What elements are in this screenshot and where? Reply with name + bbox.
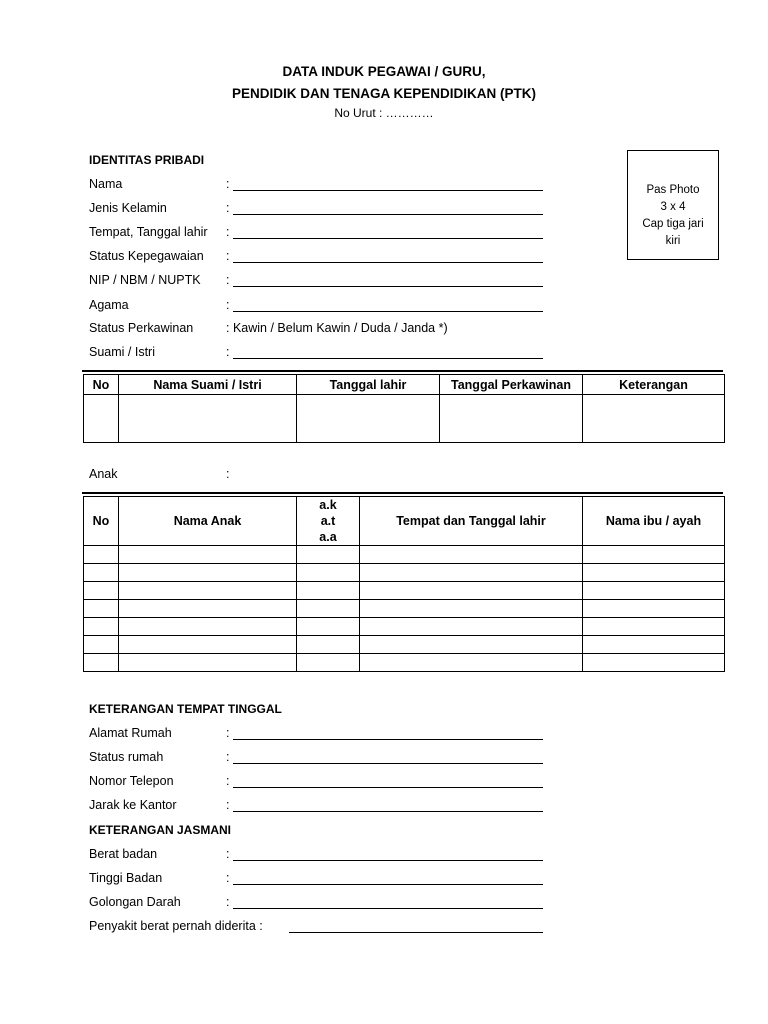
anak-colon: : [226,467,230,481]
field-colon: : [226,750,230,764]
table-cell[interactable] [84,600,119,618]
field-label-nama: Nama [89,177,123,191]
field-colon: : [226,798,230,812]
field-input-status-kepegawaian[interactable] [233,262,543,263]
col-tanggal-perkawinan: Tanggal Perkawinan [440,375,583,395]
field-colon: : [226,871,230,885]
table-cell[interactable] [583,564,725,582]
spouse-table [83,374,725,443]
field-label-tinggi-badan: Tinggi Badan [89,871,163,885]
field-label-nomor-telepon: Nomor Telepon [89,774,174,788]
field-input-tinggi-badan[interactable] [233,884,543,885]
table-cell[interactable] [84,546,119,564]
table-header-row [84,375,725,395]
field-label-jarak-ke-kantor: Jarak ke Kantor [89,798,177,812]
table-cell[interactable] [360,618,583,636]
table-cell[interactable] [360,582,583,600]
photo-line-1: Pas Photo [646,184,700,196]
col-keterangan: Keterangan [583,375,725,395]
photo-line-3: Cap tiga jari [642,218,704,230]
table-row[interactable] [84,654,725,672]
table-cell[interactable] [360,636,583,654]
field-input-nomor-telepon[interactable] [233,787,543,788]
table-cell[interactable] [297,636,360,654]
field-colon: : [226,177,230,191]
table-cell[interactable] [297,600,360,618]
table-cell[interactable] [84,395,119,443]
field-input-agama[interactable] [233,311,543,312]
field-colon: : [226,774,230,788]
table-cell[interactable] [84,582,119,600]
table-cell[interactable] [360,600,583,618]
col-tempat-tanggal-lahir: Tempat dan Tanggal lahir [360,497,583,546]
table-row[interactable] [84,636,725,654]
children-table [83,496,725,672]
col-no: No [84,497,119,546]
col-status-anak [297,497,360,546]
table-cell[interactable] [297,564,360,582]
table-cell[interactable] [119,618,297,636]
photo-line-2: 3 x 4 [660,201,686,213]
table-cell[interactable] [119,654,297,672]
table-cell[interactable] [84,636,119,654]
table-cell[interactable] [583,636,725,654]
field-colon: : [226,345,230,359]
table-cell[interactable] [583,618,725,636]
page-subtitle: PENDIDIK DAN TENAGA KEPENDIDIKAN (PTK) [231,86,536,101]
divider [82,492,723,494]
col-tanggal-lahir: Tanggal lahir [297,375,440,395]
field-label-status-perkawinan: Status Perkawinan [89,321,194,335]
field-input-jarak-ke-kantor[interactable] [233,811,543,812]
col-ak: a.k [319,498,337,512]
table-row[interactable] [84,564,725,582]
table-row[interactable] [84,546,725,564]
table-cell[interactable] [84,618,119,636]
status-perkawinan-options[interactable]: : Kawin / Belum Kawin / Duda / Janda *) [226,321,448,335]
table-row[interactable] [84,600,725,618]
field-input-jenis-kelamin[interactable] [233,214,543,215]
field-input-nama[interactable] [233,190,543,191]
field-colon: : [226,273,230,287]
col-nama-anak: Nama Anak [119,497,297,546]
field-input-golongan-darah[interactable] [233,908,543,909]
field-label-penyakit: Penyakit berat pernah diderita : [89,919,263,933]
field-colon: : [226,726,230,740]
divider [82,370,723,372]
field-label-status-rumah: Status rumah [89,750,164,764]
field-input-alamat-rumah[interactable] [233,739,543,740]
table-cell[interactable] [297,395,440,443]
table-cell[interactable] [119,582,297,600]
field-input-ttl[interactable] [233,238,543,239]
table-row[interactable] [84,395,725,443]
col-aa: a.a [319,530,337,544]
table-cell[interactable] [84,564,119,582]
col-nama-ibu-ayah: Nama ibu / ayah [583,497,725,546]
col-no: No [84,375,119,395]
table-cell[interactable] [583,582,725,600]
field-input-suami-istri[interactable] [233,358,543,359]
table-cell[interactable] [360,654,583,672]
no-urut: No Urut : ………… [334,106,434,120]
table-cell[interactable] [119,546,297,564]
field-label-agama: Agama [89,298,129,312]
field-input-berat-badan[interactable] [233,860,543,861]
table-cell[interactable] [360,564,583,582]
col-at: a.t [320,514,336,528]
identitas-heading: IDENTITAS PRIBADI [89,153,205,167]
table-header-row [84,497,725,546]
jasmani-heading: KETERANGAN JASMANI [89,823,232,837]
field-label-nip: NIP / NBM / NUPTK [89,273,201,287]
field-colon: : [226,249,230,263]
table-cell[interactable] [297,654,360,672]
table-row[interactable] [84,582,725,600]
table-cell[interactable] [119,600,297,618]
field-input-penyakit[interactable] [289,932,543,933]
field-input-status-rumah[interactable] [233,763,543,764]
field-colon: : [226,298,230,312]
field-label-alamat-rumah: Alamat Rumah [89,726,172,740]
table-cell[interactable] [583,546,725,564]
page-title: DATA INDUK PEGAWAI / GURU, [282,64,486,79]
tempat-tinggal-heading: KETERANGAN TEMPAT TINGGAL [89,702,282,716]
field-label-jenis-kelamin: Jenis Kelamin [89,201,167,215]
table-cell[interactable] [440,395,583,443]
photo-box [627,150,719,260]
table-cell[interactable] [583,654,725,672]
field-label-berat-badan: Berat badan [89,847,158,861]
field-label-golongan-darah: Golongan Darah [89,895,181,909]
table-cell[interactable] [119,636,297,654]
photo-line-4: kiri [665,235,681,247]
table-cell[interactable] [297,546,360,564]
table-cell[interactable] [119,395,297,443]
table-cell[interactable] [84,654,119,672]
field-colon: : [226,895,230,909]
field-colon: : [226,225,230,239]
field-colon: : [226,847,230,861]
anak-label: Anak [89,467,118,481]
col-nama-suami-istri: Nama Suami / Istri [119,375,297,395]
table-cell[interactable] [297,582,360,600]
table-cell[interactable] [583,600,725,618]
table-cell[interactable] [297,618,360,636]
table-cell[interactable] [360,546,583,564]
field-label-status-kepegawaian: Status Kepegawaian [89,249,204,263]
field-label-ttl: Tempat, Tanggal lahir [89,225,208,239]
table-cell[interactable] [583,395,725,443]
field-colon: : [226,201,230,215]
field-label-suami-istri: Suami / Istri [89,345,155,359]
table-cell[interactable] [119,564,297,582]
table-row[interactable] [84,618,725,636]
field-input-nip[interactable] [233,286,543,287]
